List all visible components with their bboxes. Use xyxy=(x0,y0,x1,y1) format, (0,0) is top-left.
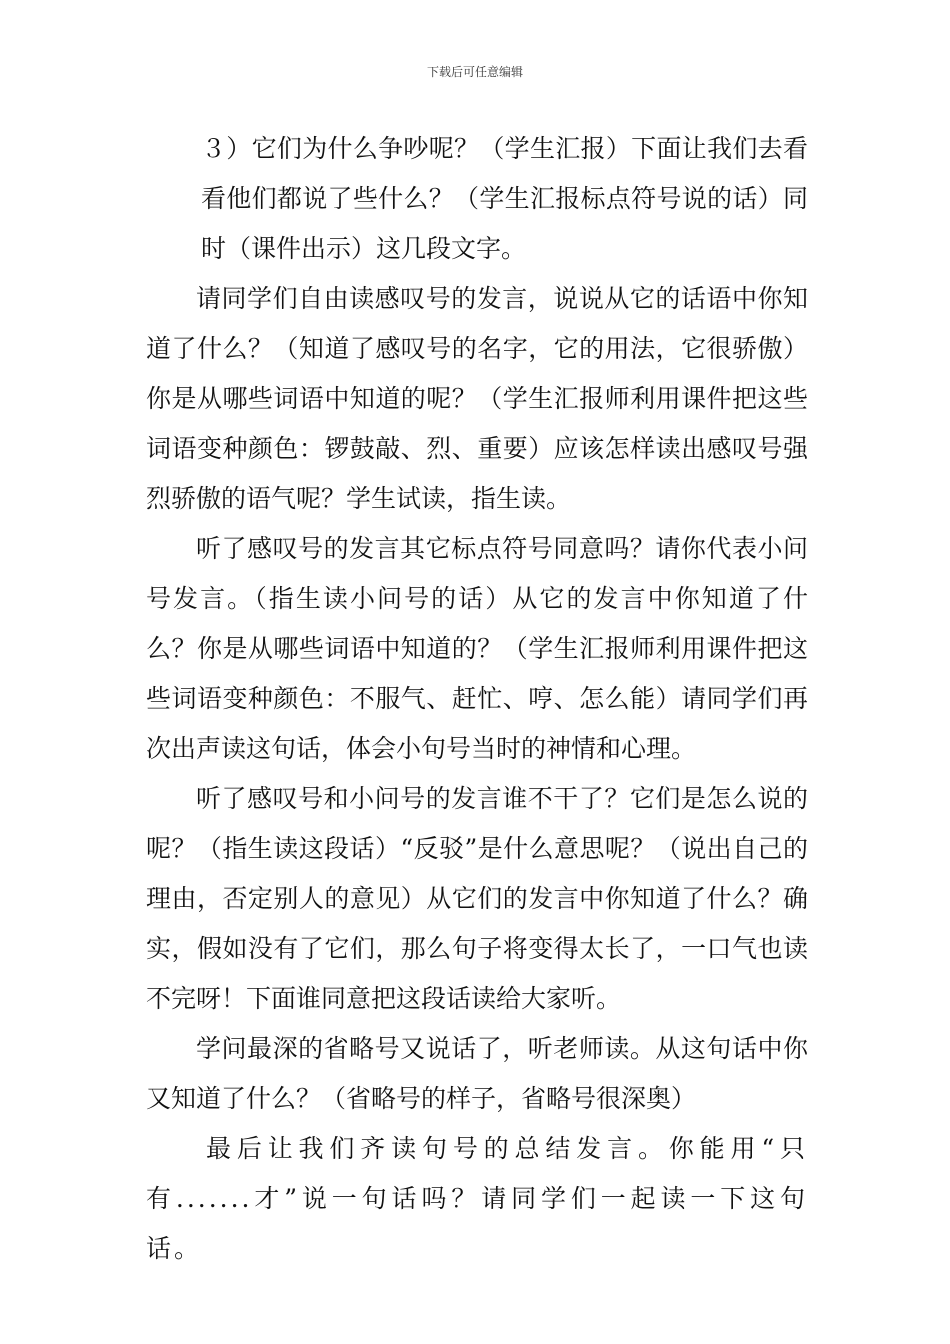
page-header-note: 下载后可任意编辑 xyxy=(426,65,523,79)
paragraph-4: 听了感叹号和小问号的发言谁不干了？它们是怎么说的呢？（指生读这段话）“反驳”是什么意思呢？（说出自己的理由，否定别人的意见）从它们的发言中你知道了什么？确实，假如没有了它们，那么句子将变得太长了，一口气也读不完呀！下面谁同意把这段话读给大家听。 xyxy=(146,784,808,1013)
paragraph-6: 最后让我们齐读句号的总结发言。你能用“只有.......才”说一句话吗？请同学们一起读一下这句话。 xyxy=(146,1134,808,1263)
document-body xyxy=(146,124,808,1274)
paragraph-5: 学问最深的省略号又说话了，听老师读。从这句话中你又知道了什么？（省略号的样子，省略号很深奥） xyxy=(146,1034,808,1113)
paragraph-3: 听了感叹号的发言其它标点符号同意吗？请你代表小问号发言。（指生读小问号的话）从它的发言中你知道了什么？你是从哪些词语中知道的？（学生汇报师利用课件把这些词语变种颜色：不服气、赶忙、哼、怎么能）请同学们再次出声读这句话，体会小句号当时的神情和心理。 xyxy=(146,534,808,763)
paragraph-2: 请同学们自由读感叹号的发言，说说从它的话语中你知道了什么？（知道了感叹号的名字，它的用法，它很骄傲）你是从哪些词语中知道的呢？（学生汇报师利用课件把这些词语变种颜色：锣鼓敲、烈、重要）应该怎样读出感叹号强烈骄傲的语气呢？学生试读，指生读。 xyxy=(146,284,808,513)
paragraph-1: ３）它们为什么争吵呢？（学生汇报）下面让我们去看看他们都说了些什么？（学生汇报标点符号说的话）同时（课件出示）这几段文字。 xyxy=(201,134,808,263)
